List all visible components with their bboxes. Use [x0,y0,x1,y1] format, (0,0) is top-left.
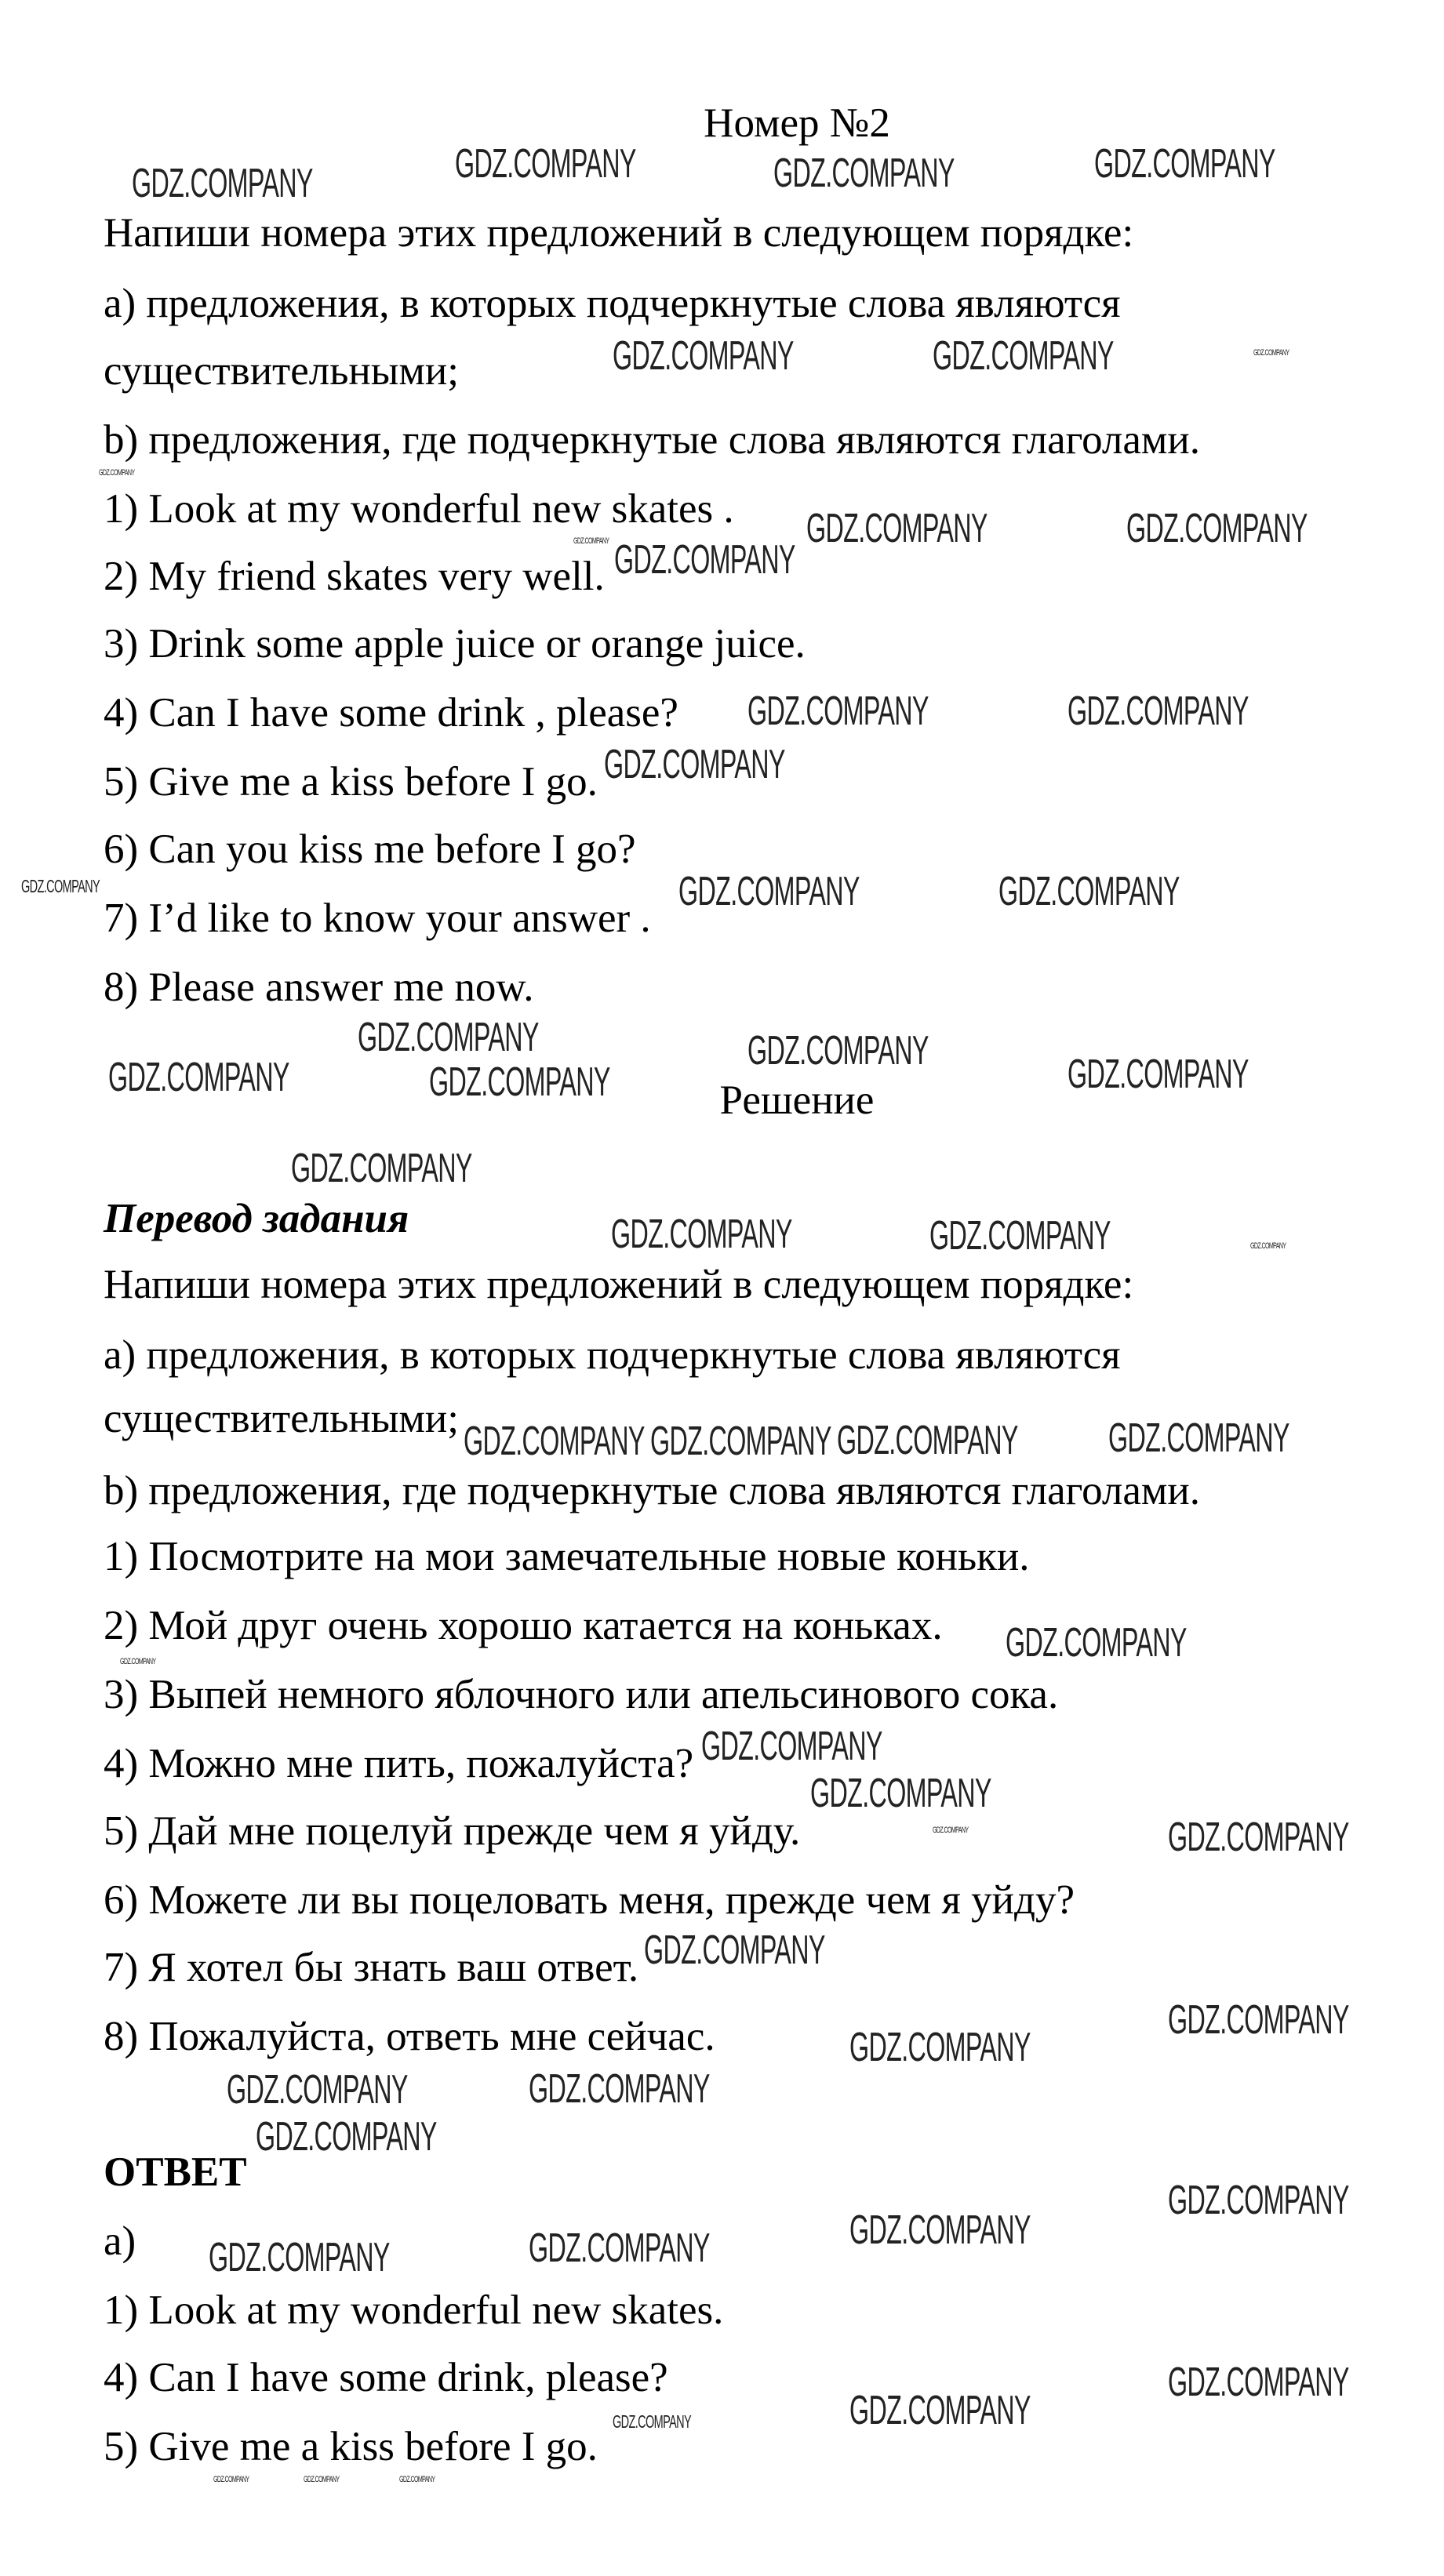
watermark: GDZ.COMPANY [747,688,929,734]
watermark: GDZ.COMPANY [304,2475,340,2485]
watermark: GDZ.COMPANY [358,1015,540,1061]
watermark: GDZ.COMPANY [1167,1996,1349,2043]
translation-sentence: 3) Выпей немного яблочного или апельсинового сока. [104,1672,1059,1717]
watermark: GDZ.COMPANY [849,2388,1031,2434]
translation-sentence: 1) Посмотрите на мои замечательные новые коньки. [104,1534,1030,1579]
watermark: GDZ.COMPANY [428,1059,610,1105]
task-sentence: 1) Look at my wonderful new skates . [104,486,734,532]
watermark: GDZ.COMPANY [1005,1619,1187,1666]
watermark: GDZ.COMPANY [837,1417,1019,1463]
watermark: GDZ.COMPANY [933,332,1115,379]
watermark: GDZ.COMPANY [806,506,988,552]
task-sentence: 4) Can I have some drink , please? [104,690,678,736]
watermark: GDZ.COMPANY [649,1418,831,1464]
watermark: GDZ.COMPANY [610,1212,792,1258]
watermark: GDZ.COMPANY [21,876,100,897]
watermark: GDZ.COMPANY [108,1054,290,1100]
watermark: GDZ.COMPANY [98,468,135,478]
watermark: GDZ.COMPANY [1249,1241,1286,1251]
translation-sentence: 2) Мой друг очень хорошо катается на коньках. [104,1603,943,1648]
task-sentence: 3) Drink some apple juice or orange juice. [104,621,806,667]
watermark: GDZ.COMPANY [1068,688,1249,734]
translation-sentence: 5) Дай мне поцелуй прежде чем я уйду. [104,1808,801,1854]
watermark: GDZ.COMPANY [1068,1051,1249,1097]
page-title: Номер №2 [704,100,890,146]
watermark: GDZ.COMPANY [1253,347,1289,358]
watermark: GDZ.COMPANY [747,1027,929,1074]
watermark: GDZ.COMPANY [255,2113,437,2160]
translation-heading: Перевод задания [104,1196,409,1241]
watermark: GDZ.COMPANY [701,1723,883,1769]
translation-option-a: a) предложения, в которых подчеркнутые слова являются [104,1332,1121,1378]
task-sentence: 2) My friend skates very well. [104,554,605,599]
watermark: GDZ.COMPANY [613,536,795,583]
watermark: GDZ.COMPANY [849,2207,1031,2253]
task-sentence: 7) I’d like to know your answer . [104,896,651,941]
watermark: GDZ.COMPANY [998,869,1180,915]
answer-heading: ОТВЕТ [104,2149,247,2195]
watermark: GDZ.COMPANY [463,1418,645,1464]
watermark: GDZ.COMPANY [529,2066,711,2113]
watermark: GDZ.COMPANY [613,2411,692,2432]
watermark: GDZ.COMPANY [1167,1815,1349,1861]
task-option-a-cont: существительными; [104,348,459,394]
watermark: GDZ.COMPANY [678,869,860,915]
translation-sentence: 6) Можете ли вы поцеловать меня, прежде чем я уйду? [104,1877,1075,1923]
watermark: GDZ.COMPANY [119,1656,156,1666]
answer-item: 1) Look at my wonderful new skates. [104,2287,724,2333]
task-option-b: b) предложения, где подчеркнутые слова являются глаголами. [104,417,1201,463]
watermark: GDZ.COMPANY [290,1146,472,1192]
translation-sentence: 8) Пожалуйста, ответь мне сейчас. [104,2014,715,2059]
translation-sentence: 4) Можно мне пить, пожалуйста? [104,1741,694,1786]
watermark: GDZ.COMPANY [929,1212,1111,1259]
watermark: GDZ.COMPANY [208,2235,390,2281]
translation-option-a-cont: существительными; [104,1396,459,1441]
watermark: GDZ.COMPANY [529,2225,711,2271]
watermark: GDZ.COMPANY [1167,2178,1349,2224]
watermark: GDZ.COMPANY [849,2025,1031,2071]
watermark: GDZ.COMPANY [603,742,785,788]
watermark: GDZ.COMPANY [933,1826,969,1836]
watermark: GDZ.COMPANY [1108,1415,1290,1462]
task-option-a: a) предложения, в которых подчеркнутые слова являются [104,281,1121,326]
watermark: GDZ.COMPANY [398,2475,435,2485]
translation-option-b: b) предложения, где подчеркнутые слова являются глаголами. [104,1468,1201,1513]
task-sentence: 5) Give me a kiss before I go. [104,759,598,805]
answer-item: 5) Give me a kiss before I go. [104,2424,598,2469]
watermark: GDZ.COMPANY [573,536,609,547]
answer-a-label: a) [104,2218,136,2264]
answer-item: 4) Can I have some drink, please? [104,2355,668,2400]
watermark: GDZ.COMPANY [810,1770,992,1816]
translation-sentence: 7) Я хотел бы знать ваш ответ. [104,1945,639,1990]
watermark: GDZ.COMPANY [644,1927,825,1973]
translation-instruction: Напиши номера этих предложений в следующем порядке: [104,1262,1134,1307]
watermark: GDZ.COMPANY [455,141,636,187]
task-instruction: Напиши номера этих предложений в следующем порядке: [104,210,1134,256]
watermark: GDZ.COMPANY [613,332,794,379]
task-sentence: 6) Can you kiss me before I go? [104,827,636,872]
watermark: GDZ.COMPANY [773,151,955,197]
task-sentence: 8) Please answer me now. [104,965,534,1010]
watermark: GDZ.COMPANY [226,2066,408,2113]
solution-heading: Решение [719,1077,875,1123]
watermark: GDZ.COMPANY [131,160,313,206]
watermark: GDZ.COMPANY [1167,2360,1349,2406]
watermark: GDZ.COMPANY [1093,141,1275,187]
watermark: GDZ.COMPANY [1126,506,1308,552]
watermark: GDZ.COMPANY [213,2475,249,2485]
